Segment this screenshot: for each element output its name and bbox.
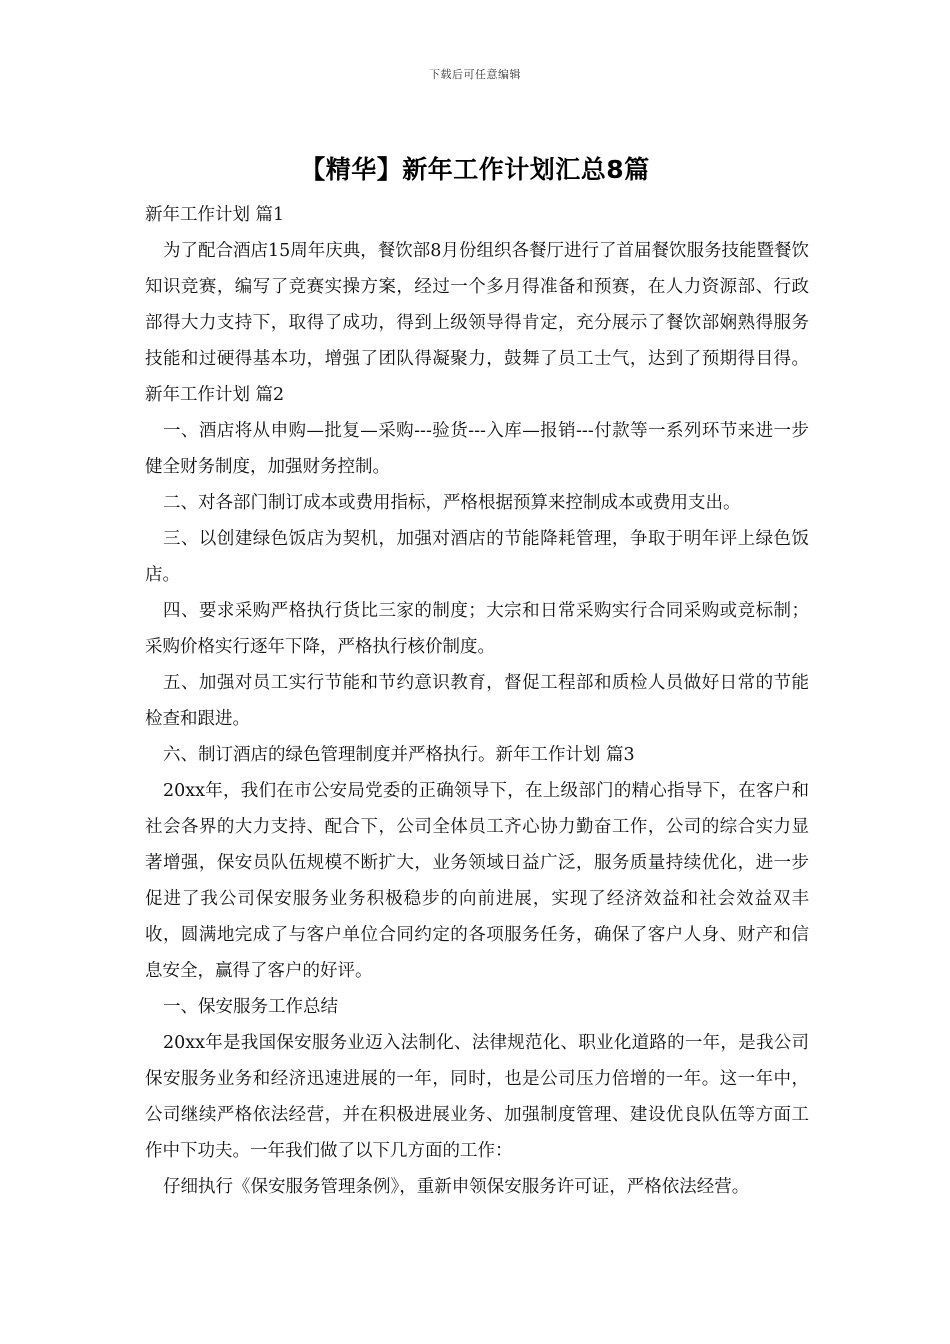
paragraph: 四、要求采购严格执行货比三家的制度；大宗和日常采购实行合同采购或竞标制；采购价格实行逐年下降，严格执行核价制度。 xyxy=(145,601,809,657)
paragraph: 一、酒店将从申购—批复—采购---验货---入库—报销---付款等一系列环节来进一步健全财务制度，加强财务控制。 xyxy=(145,421,809,477)
paragraph: 五、加强对员工实行节能和节约意识教育，督促工程部和质检人员做好日常的节能检查和跟进。 xyxy=(145,673,809,729)
document-title: 【精华】新年工作计划汇总8篇 xyxy=(300,155,650,184)
paragraph: 一、保安服务工作总结 xyxy=(163,997,338,1017)
header-note: 下载后可任意编辑 xyxy=(429,68,521,81)
paragraph: 三、以创建绿色饭店为契机，加强对酒店的节能降耗管理，争取于明年评上绿色饭店。 xyxy=(145,529,809,585)
paragraph: 20xx年是我国保安服务业迈入法制化、法律规范化、职业化道路的一年，是我公司保安服务业务和经济迅速进展的一年，同时，也是公司压力倍增的一年。这一年中，公司继续严格依法经营，并在积极进展业务、加强制度管理、建设优良队伍等方面工作中下功夫。一年我们做了以下几方面的工作： xyxy=(145,1033,809,1161)
paragraph: 六、制订酒店的绿色管理制度并严格执行。新年工作计划 篇3 xyxy=(163,745,635,765)
paragraph: 仔细执行《保安服务管理条例》，重新申领保安服务许可证，严格依法经营。 xyxy=(163,1177,750,1197)
paragraph: 为了配合酒店15周年庆典，餐饮部8月份组织各餐厅进行了首届餐饮服务技能暨餐饮知识竞赛，编写了竞赛实操方案，经过一个多月得准备和预赛，在人力资源部、行政部得大力支持下，取得了成功，得到上级领导得肯定，充分展示了餐饮部娴熟得服务技能和过硬得基本功，增强了团队得凝聚力，鼓舞了员工士气，达到了预期得目得。新年工作计划 篇2 xyxy=(145,241,809,405)
paragraph: 20xx年，我们在市公安局党委的正确领导下，在上级部门的精心指导下，在客户和社会各界的大力支持、配合下，公司全体员工齐心协力勤奋工作，公司的综合实力显著增强，保安员队伍规模不断扩大，业务领域日益广泛，服务质量持续优化，进一步促进了我公司保安服务业务积极稳步的向前进展，实现了经济效益和社会效益双丰收，圆满地完成了与客户单位合同约定的各项服务任务，确保了客户人身、财产和信息安全，赢得了客户的好评。 xyxy=(145,781,809,981)
paragraph: 新年工作计划 篇1 xyxy=(145,205,285,225)
document-body xyxy=(145,197,809,1205)
paragraph: 二、对各部门制订成本或费用指标，严格根据预算来控制成本或费用支出。 xyxy=(163,493,741,513)
